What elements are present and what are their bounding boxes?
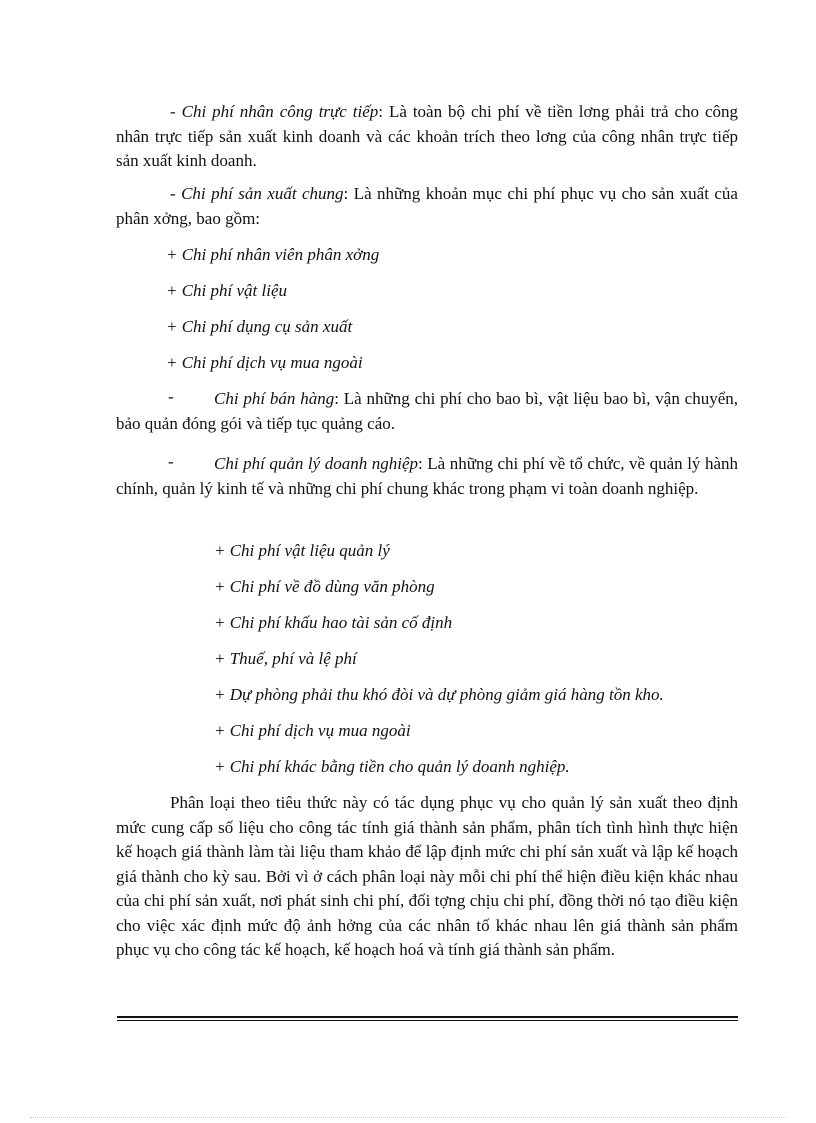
paragraph-direct-labor-cost <box>116 100 738 174</box>
list-item: + Chi phí nhân viên phân xởng <box>166 245 380 264</box>
list-item: + Chi phí dụng cụ sản xuất <box>166 317 353 336</box>
term-admin-cost: Chi phí quản lý doanh nghiệp <box>214 454 419 473</box>
list-item: + Dự phòng phải thu khó đòi và dự phòng giảm giá hàng tồn kho. <box>214 685 664 704</box>
list-item: + Chi phí vật liệu <box>166 281 288 300</box>
list-item: + Chi phí về đồ dùng văn phòng <box>214 577 435 596</box>
paragraph-selling-cost <box>116 387 738 436</box>
paragraph-admin-cost <box>116 452 738 501</box>
footer-divider <box>117 1020 738 1021</box>
text-general-production-cost: : Là những khoản mục chi phí phục vụ cho sản xuất của phân xởng, bao gồm: <box>116 184 738 228</box>
term-general-production-cost: - Chi phí sản xuất chung <box>170 184 344 203</box>
text-selling-cost: : Là những chi phí cho bao bì, vật liệu bao bì, vận chuyển, bảo quản đóng gói và tiếp tục quảng cáo. <box>116 389 738 433</box>
footer-divider <box>117 1016 738 1018</box>
list-item: + Chi phí dịch vụ mua ngoài <box>166 353 363 372</box>
text-direct-labor-cost: : Là toàn bộ chi phí về tiền lơng phải trả cho công nhân trực tiếp sản xuất kinh doanh và các khoản trích theo lơng của công nhân trực tiếp sản xuất kinh doanh. <box>116 102 739 170</box>
list-item: + Chi phí khấu hao tài sản cố định <box>214 613 453 632</box>
list-item: + Thuế, phí và lệ phí <box>214 649 357 668</box>
list-item: + Chi phí dịch vụ mua ngoài <box>214 721 411 740</box>
term-direct-labor-cost: - Chi phí nhân công trực tiếp <box>170 102 379 121</box>
term-selling-cost: Chi phí bán hàng <box>214 389 335 408</box>
page-bottom-border <box>30 1117 786 1118</box>
paragraph-classification-summary: Phân loại theo tiêu thức này có tác dụng phục vụ cho quản lý sản xuất theo định mức cung cấp số liệu cho công tác tính giá thành sản phẩm, phân tích tình hình thực hiện kế hoạch giá thành làm tài liệu tham khảo để lập định mức chi phí sản xuất và lập kế hoạch giá thành cho kỳ sau. Bởi vì ở cách phân loại này mỗi chi phí thể hiện điều kiện khác nhau của chi phí sản xuất, nơi phát sinh chi phí, đối tợng chịu chi phí, đồng thời nó tạo điều kiện cho việc xác định mức độ ảnh hởng của các nhân tố khác nhau lên giá thành sản phẩm phục vụ cho công tác kế hoạch, kế hoạch hoá và tính giá thành sản phẩm. <box>116 793 738 959</box>
dash-marker: - <box>168 452 174 471</box>
list-item: + Chi phí vật liệu quản lý <box>214 541 390 560</box>
paragraph-general-production-cost <box>116 182 738 231</box>
text-admin-cost: : Là những chi phí về tổ chức, về quản lý hành chính, quản lý kinh tế và những chi phí chung khác trong phạm vi toàn doanh nghiệp. <box>116 454 739 498</box>
list-item: + Chi phí khác bằng tiền cho quản lý doanh nghiệp. <box>214 757 570 776</box>
dash-marker: - <box>168 387 174 406</box>
